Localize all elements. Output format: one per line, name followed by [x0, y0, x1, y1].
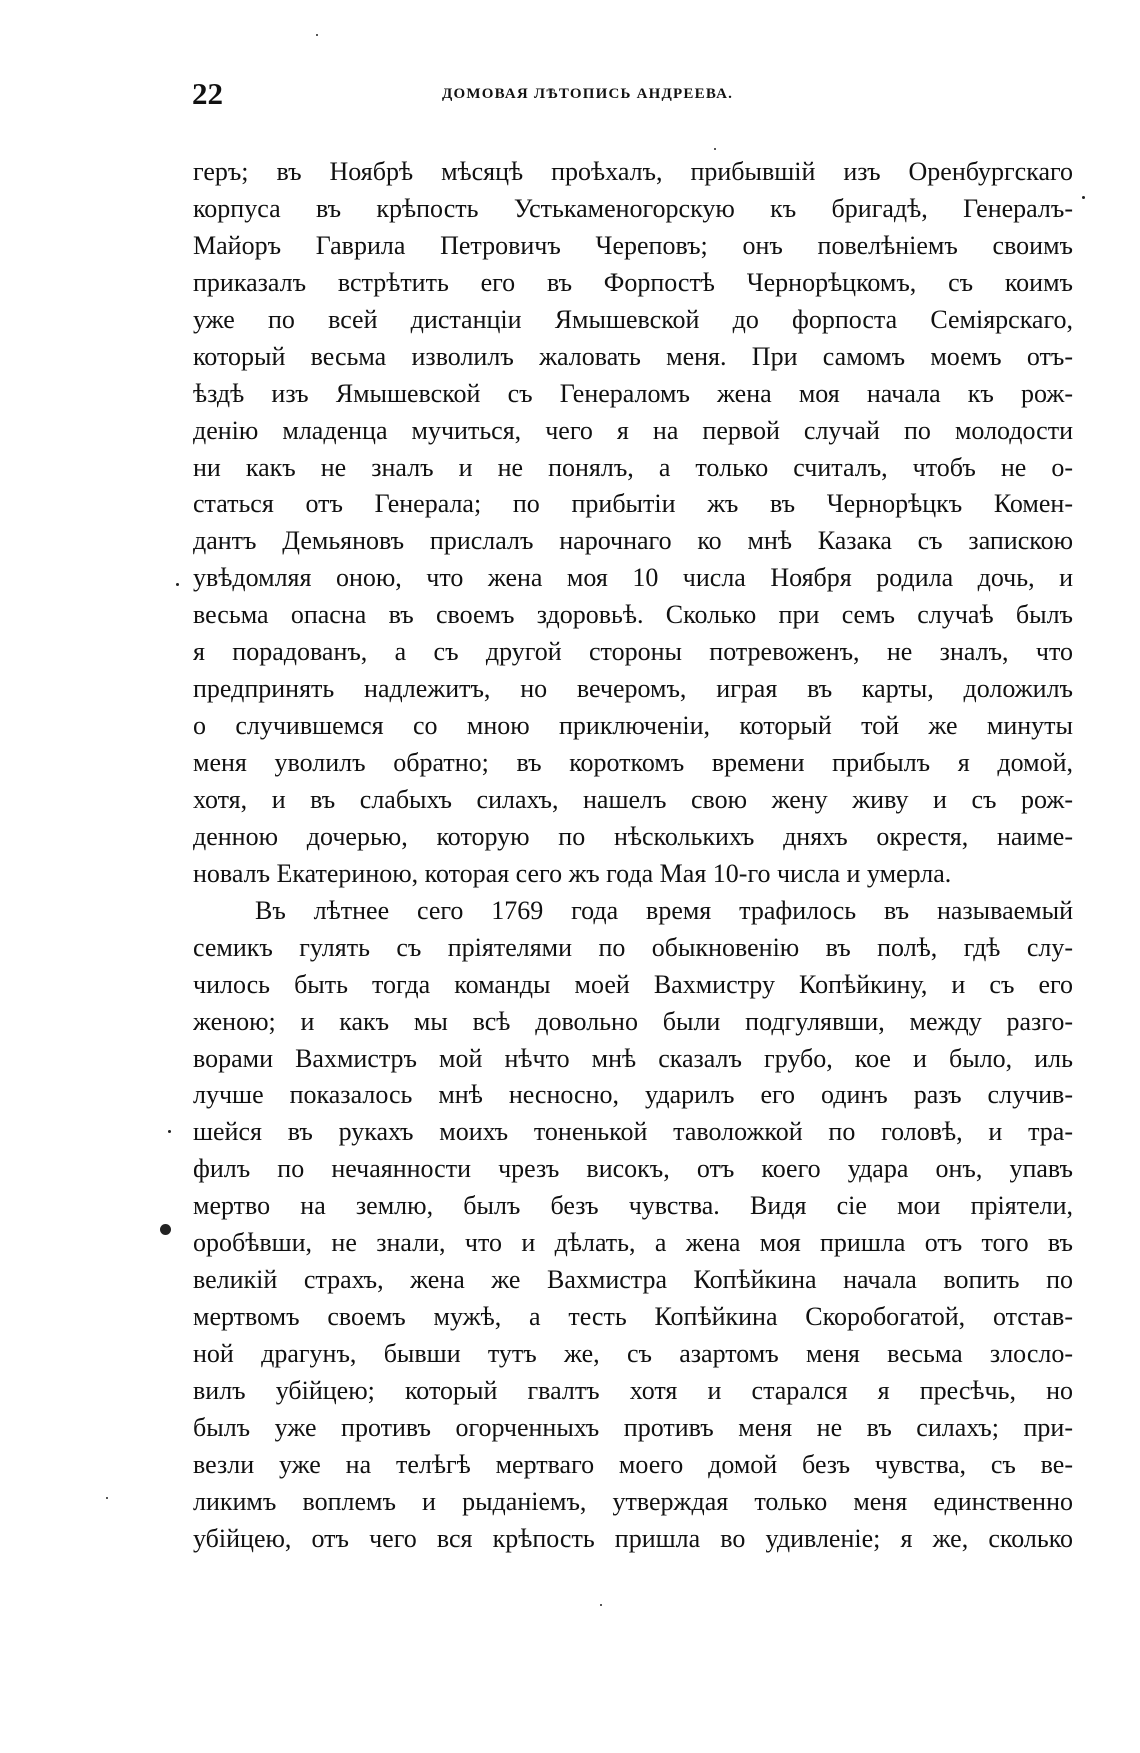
text-line: убійцею, отъ чего вся крѣпость пришла во удивленіе; я же, сколько — [193, 1523, 1073, 1553]
text-line: женою; и какъ мы всѣ довольно были подгулявши, между разго- — [193, 1006, 1073, 1036]
text-line: увѣдомляя оною, что жена моя 10 числа Ноября родила дочь, и — [193, 563, 1073, 593]
paragraph-end-line: новалъ Екатериною, которая сего жъ года Мая 10-го числа и умерла. — [193, 858, 952, 888]
text-line: я порадованъ, а съ другой стороны потревоженъ, не зналъ, что — [193, 637, 1073, 667]
text-line: везли уже на телѣгѣ мертваго моего домой безъ чувства, съ ве- — [193, 1449, 1073, 1479]
page-number: 22 — [192, 76, 223, 111]
text-line: былъ уже противъ огорченныхъ противъ меня не въ силахъ; при- — [193, 1412, 1073, 1442]
paragraph-start-line: Въ лѣтнее сего 1769 года время трафилось въ называемый — [255, 895, 1073, 925]
text-line: вилъ убійцею; который гвалтъ хотя и старался я пресѣчь, но — [193, 1375, 1073, 1405]
text-line: ни какъ не зналъ и не понялъ, а только считалъ, чтобъ не о- — [193, 452, 1073, 482]
text-line: геръ; въ Ноябрѣ мѣсяцѣ проѣхалъ, прибывшій изъ Оренбургскаго — [193, 157, 1073, 186]
scan-speck — [176, 583, 179, 586]
scan-speck — [714, 148, 716, 150]
text-line: мертво на землю, былъ безъ чувства. Видя сіе мои пріятели, — [193, 1191, 1073, 1221]
text-line: денною дочерью, которую по нѣсколькихъ дняхъ окрестя, наиме- — [193, 821, 1073, 851]
text-line: денію младенца мучиться, чего я на первой случай по молодости — [193, 415, 1073, 445]
scan-speck — [168, 1130, 171, 1133]
text-line: дантъ Демьяновъ прислалъ нарочнаго ко мнѣ Казака съ запискою — [193, 526, 1073, 556]
scan-speck — [1082, 196, 1085, 199]
text-line: о случившемся со мною приключеніи, который той же минуты — [193, 711, 1073, 741]
scan-speck — [106, 1497, 108, 1499]
text-line: великій страхъ, жена же Вахмистра Копѣйкина начала вопить по — [193, 1265, 1073, 1295]
text-line: меня уволилъ обратно; въ короткомъ времени прибылъ я домой, — [193, 748, 1073, 777]
text-line: корпуса въ крѣпость Устькаменогорскую къ бригадѣ, Генералъ- — [193, 193, 1073, 223]
text-line: ликимъ воплемъ и рыданіемъ, утверждая только меня единственно — [193, 1486, 1073, 1516]
text-line: ворами Вахмистръ мой нѣчто мнѣ сказалъ грубо, кое и было, иль — [193, 1043, 1073, 1073]
body-text — [193, 154, 1073, 1558]
text-line: приказалъ встрѣтить его въ Форпостѣ Чернорѣцкомъ, съ коимъ — [193, 267, 1073, 297]
text-line: весьма опасна въ своемъ здоровьѣ. Сколько при семъ случаѣ былъ — [193, 600, 1073, 630]
text-line: шейся въ рукахъ моихъ тоненькой таволожкой по головѣ, и тра- — [193, 1117, 1073, 1147]
text-line: который весьма изволилъ жаловать меня. При самомъ моемъ отъ- — [193, 341, 1073, 371]
text-line: ной драгунъ, бывши тутъ же, съ азартомъ меня весьма злосло- — [193, 1339, 1073, 1368]
text-line: мертвомъ своемъ мужѣ, а тесть Копѣйкина Скоробогатой, отстав- — [193, 1302, 1073, 1332]
text-line: филъ по нечаянности чрезъ високъ, отъ коего удара онъ, упавъ — [193, 1154, 1073, 1184]
text-line: чилось быть тогда команды моей Вахмистру Копѣйкину, и съ его — [193, 969, 1073, 999]
text-line: ѣздѣ изъ Ямышевской съ Генераломъ жена моя начала къ рож- — [193, 378, 1073, 408]
text-line: семикъ гулять съ пріятелями по обыкновенію въ полѣ, гдѣ слу- — [193, 932, 1073, 962]
text-line: лучше показалось мнѣ несносно, ударилъ его одинъ разъ случив- — [193, 1080, 1073, 1110]
text-line: уже по всей дистанціи Ямышевской до форпоста Семіярскаго, — [193, 304, 1073, 334]
scan-speck — [600, 1604, 602, 1606]
text-line: хотя, и въ слабыхъ силахъ, нашелъ свою жену живу и съ рож- — [193, 784, 1073, 814]
running-head: ДОМОВАЯ ЛѢТОПИСЬ АНДРЕЕВА. — [442, 86, 734, 102]
text-line: статься отъ Генерала; по прибытіи жъ въ Чернорѣцкъ Комен- — [193, 489, 1073, 519]
text-line: Майоръ Гаврила Петровичъ Череповъ; онъ повелѣніемъ своимъ — [193, 230, 1073, 260]
scan-speck — [160, 1224, 171, 1235]
text-line: оробѣвши, не знали, что и дѣлать, а жена моя пришла отъ того въ — [193, 1228, 1073, 1258]
scan-speck — [316, 34, 318, 36]
text-line: предпринять надлежитъ, но вечеромъ, играя въ карты, доложилъ — [193, 674, 1073, 704]
